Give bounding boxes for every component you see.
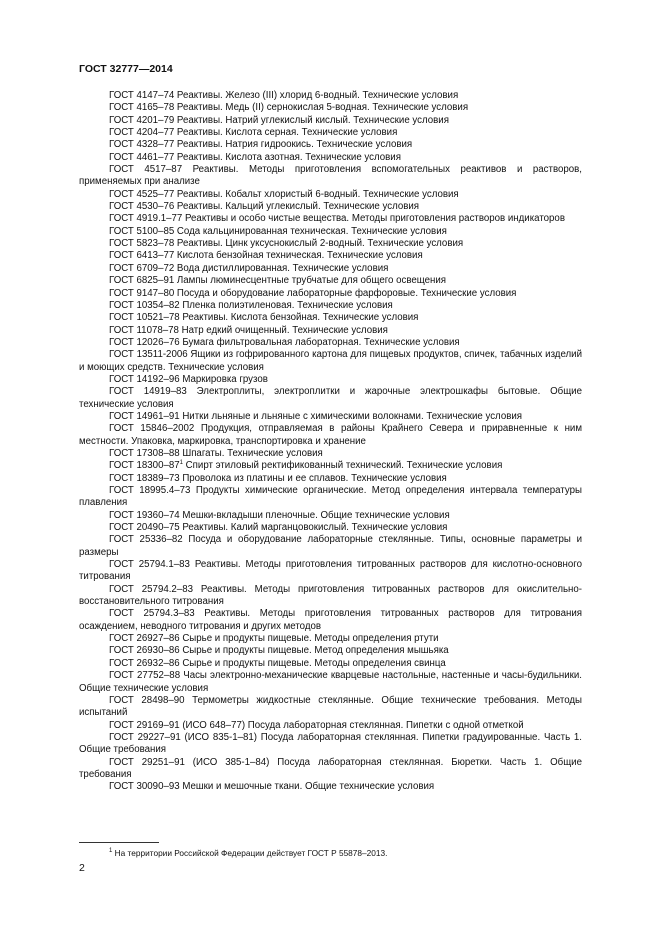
document-header: ГОСТ 32777—2014: [79, 63, 173, 75]
reference-entry: [79, 645, 582, 657]
footnote-reference: 1: [179, 460, 183, 467]
entry-text: ГОСТ 26930–86 Сырье и продукты пищевые. Метод определения мышьяка: [109, 645, 449, 657]
entry-text: ГОСТ 4201–79 Реактивы. Натрий углекислый кислый. Технические условия: [109, 114, 449, 126]
entry-text: ГОСТ 14919–83 Электроплиты, электроплитки и жарочные электрошкафы бытовые. Общие технические условия: [79, 386, 582, 410]
reference-entry: [79, 349, 582, 374]
reference-entry: [79, 781, 582, 793]
entry-text: ГОСТ 13511-2006 Ящики из гофрированного картона для пищевых продуктов, спичек, табачных изделий и моющих средств. Технические условия: [79, 349, 582, 373]
reference-entry: [79, 386, 582, 411]
footnote-divider: [79, 842, 159, 843]
entry-text: ГОСТ 5100–85 Сода кальцинированная техническая. Технические условия: [109, 225, 447, 237]
reference-entry: [79, 115, 582, 127]
entry-text: ГОСТ 4147–74 Реактивы. Железо (III) хлорид 6-водный. Технические условия: [109, 90, 459, 101]
reference-entry: [79, 695, 582, 720]
entry-text: ГОСТ 25794.3–83 Реактивы. Методы приготовления титрованных растворов для титрования осаждением, неводного титрования и других методов: [79, 608, 582, 632]
footnote: [109, 848, 387, 858]
reference-entry: [79, 485, 582, 510]
reference-entry: [79, 584, 582, 609]
entry-text: ГОСТ 30090–93 Мешки и мешочные ткани. Общие технические условия: [109, 781, 435, 793]
reference-entry: [79, 670, 582, 695]
reference-entry: [79, 201, 582, 213]
reference-entry: [79, 325, 582, 337]
entry-text: ГОСТ 6413–77 Кислота бензойная техническая. Технические условия: [109, 250, 423, 262]
reference-entry: [79, 263, 582, 275]
reference-entry: [79, 312, 582, 324]
entry-text: ГОСТ 6825–91 Лампы люминесцентные трубчатые для общего освещения: [109, 275, 447, 287]
entry-text-continued: Спирт этиловый ректификованный технический. Технические условия: [182, 460, 503, 472]
reference-entry: [79, 423, 582, 448]
entry-text: ГОСТ 25336–82 Посуда и оборудование лабораторные стеклянные. Типы, основные параметры и размеры: [79, 534, 582, 558]
entry-text: ГОСТ 18300–87: [109, 460, 180, 472]
entry-text: ГОСТ 29251–91 (ИСО 385-1–84) Посуда лабораторная стеклянная. Бюретки. Часть 1. Общие требования: [79, 756, 582, 780]
reference-entry: [79, 522, 582, 534]
entry-text: ГОСТ 26932–86 Сырье и продукты пищевые. Методы определения свинца: [109, 657, 446, 669]
reference-entry: [79, 300, 582, 312]
entry-text: ГОСТ 14192–96 Маркировка грузов: [109, 373, 268, 385]
footnote-mark: 1: [109, 848, 113, 855]
entry-text: ГОСТ 17308–88 Шпагаты. Технические условия: [109, 447, 323, 459]
entry-text: ГОСТ 4530–76 Реактивы. Кальций углекислый. Технические условия: [109, 201, 420, 213]
entry-text: ГОСТ 11078–78 Натр едкий очищенный. Технические условия: [109, 324, 388, 336]
entry-text: ГОСТ 18995.4–73 Продукты химические органические. Метод определения интервала температуры плавления: [79, 485, 582, 509]
footnote-text: На территории Российской Федерации действует ГОСТ Р 55878–2013.: [112, 848, 388, 858]
entry-text: ГОСТ 14961–91 Нитки льняные и льняные с химическими волокнами. Технические условия: [109, 410, 523, 422]
reference-entry: [79, 732, 582, 757]
entry-text: ГОСТ 25794.1–83 Реактивы. Методы приготовления титрованных растворов для кислотно-основного титрования: [79, 559, 582, 583]
reference-entry: [79, 608, 582, 633]
entry-text: ГОСТ 4165–78 Реактивы. Медь (II) сернокислая 5-водная. Технические условия: [109, 102, 469, 114]
reference-entry: [79, 559, 582, 584]
reference-entry: [79, 720, 582, 732]
entry-text: ГОСТ 12026–76 Бумага фильтровальная лабораторная. Технические условия: [109, 336, 460, 348]
reference-entry: [79, 226, 582, 238]
entry-text: ГОСТ 25794.2–83 Реактивы. Методы приготовления титрованных растворов для окислительно-восстановительного титрования: [79, 583, 582, 608]
entry-text: ГОСТ 29169–91 (ИСО 648–77) Посуда лабораторная стеклянная. Пипетки с одной отметкой: [109, 719, 524, 731]
entry-text: ГОСТ 10521–78 Реактивы. Кислота бензойная. Технические условия: [109, 312, 419, 324]
reference-entry: [79, 139, 582, 151]
reference-entry: [79, 510, 582, 522]
reference-entry: [79, 534, 582, 559]
reference-entry: [79, 460, 582, 472]
reference-entry: [79, 448, 582, 460]
entry-text: ГОСТ 27752–88 Часы электронно-механические кварцевые настольные, настенные и часы-будильники. Общие технические условия: [79, 670, 582, 694]
reference-entry: [79, 288, 582, 300]
entry-text: ГОСТ 19360–74 Мешки-вкладыши пленочные. Общие технические условия: [109, 509, 450, 521]
reference-entry: [79, 152, 582, 164]
entry-text: ГОСТ 28498–90 Термометры жидкостные стеклянные. Общие технические требования. Методы испытаний: [79, 694, 582, 719]
reference-entry: [79, 127, 582, 139]
reference-entry: [79, 213, 582, 225]
reference-entry: [79, 757, 582, 782]
entry-text: ГОСТ 29227–91 (ИСО 835-1–81) Посуда лабораторная стеклянная. Пипетки градуированные. Часть 1. Общие требования: [79, 731, 582, 756]
reference-entry: [79, 189, 582, 201]
entry-text: ГОСТ 6709–72 Вода дистиллированная. Технические условия: [109, 262, 389, 274]
entry-text: ГОСТ 26927–86 Сырье и продукты пищевые. Методы определения ртути: [109, 633, 439, 645]
reference-entry: [79, 473, 582, 485]
entry-text: ГОСТ 5823–78 Реактивы. Цинк уксуснокислый 2-водный. Технические условия: [109, 238, 464, 250]
entry-text: ГОСТ 9147–80 Посуда и оборудование лабораторные фарфоровые. Технические условия: [109, 287, 517, 299]
reference-entry: [79, 275, 582, 287]
entry-text: ГОСТ 4919.1–77 Реактивы и особо чистые вещества. Методы приготовления растворов индикаторов: [109, 213, 565, 225]
reference-entry: [79, 102, 582, 114]
entry-text: ГОСТ 20490–75 Реактивы. Калий марганцовокислый. Технические условия: [109, 522, 448, 534]
entry-text: ГОСТ 4525–77 Реактивы. Кобальт хлористый 6-водный. Технические условия: [109, 188, 459, 200]
reference-entry: [79, 411, 582, 423]
reference-entry: [79, 90, 582, 102]
entry-text: ГОСТ 18389–73 Проволока из платины и ее сплавов. Технические условия: [109, 472, 447, 484]
entry-text: ГОСТ 4328–77 Реактивы. Натрия гидроокись. Технические условия: [109, 139, 413, 151]
entry-text: ГОСТ 4517–87 Реактивы. Методы приготовления вспомогательных реактивов и растворов, применяемых при анализе: [79, 164, 582, 188]
reference-entry: [79, 337, 582, 349]
reference-entry: [79, 633, 582, 645]
reference-entry: [79, 238, 582, 250]
reference-entry: [79, 250, 582, 262]
page-number: 2: [79, 862, 85, 874]
reference-entry: [79, 374, 582, 386]
reference-entry: [79, 164, 582, 189]
entry-text: ГОСТ 4204–77 Реактивы. Кислота серная. Технические условия: [109, 127, 398, 139]
entry-text: ГОСТ 4461–77 Реактивы. Кислота азотная. Технические условия: [109, 151, 401, 163]
reference-list: [79, 90, 582, 794]
reference-entry: [79, 658, 582, 670]
entry-text: ГОСТ 10354–82 Пленка полиэтиленовая. Технические условия: [109, 299, 393, 311]
entry-text: ГОСТ 15846–2002 Продукция, отправляемая в районы Крайнего Севера и приравненные к ним местности. Упаковка, маркировка, транспортировка и хранение: [79, 423, 582, 447]
